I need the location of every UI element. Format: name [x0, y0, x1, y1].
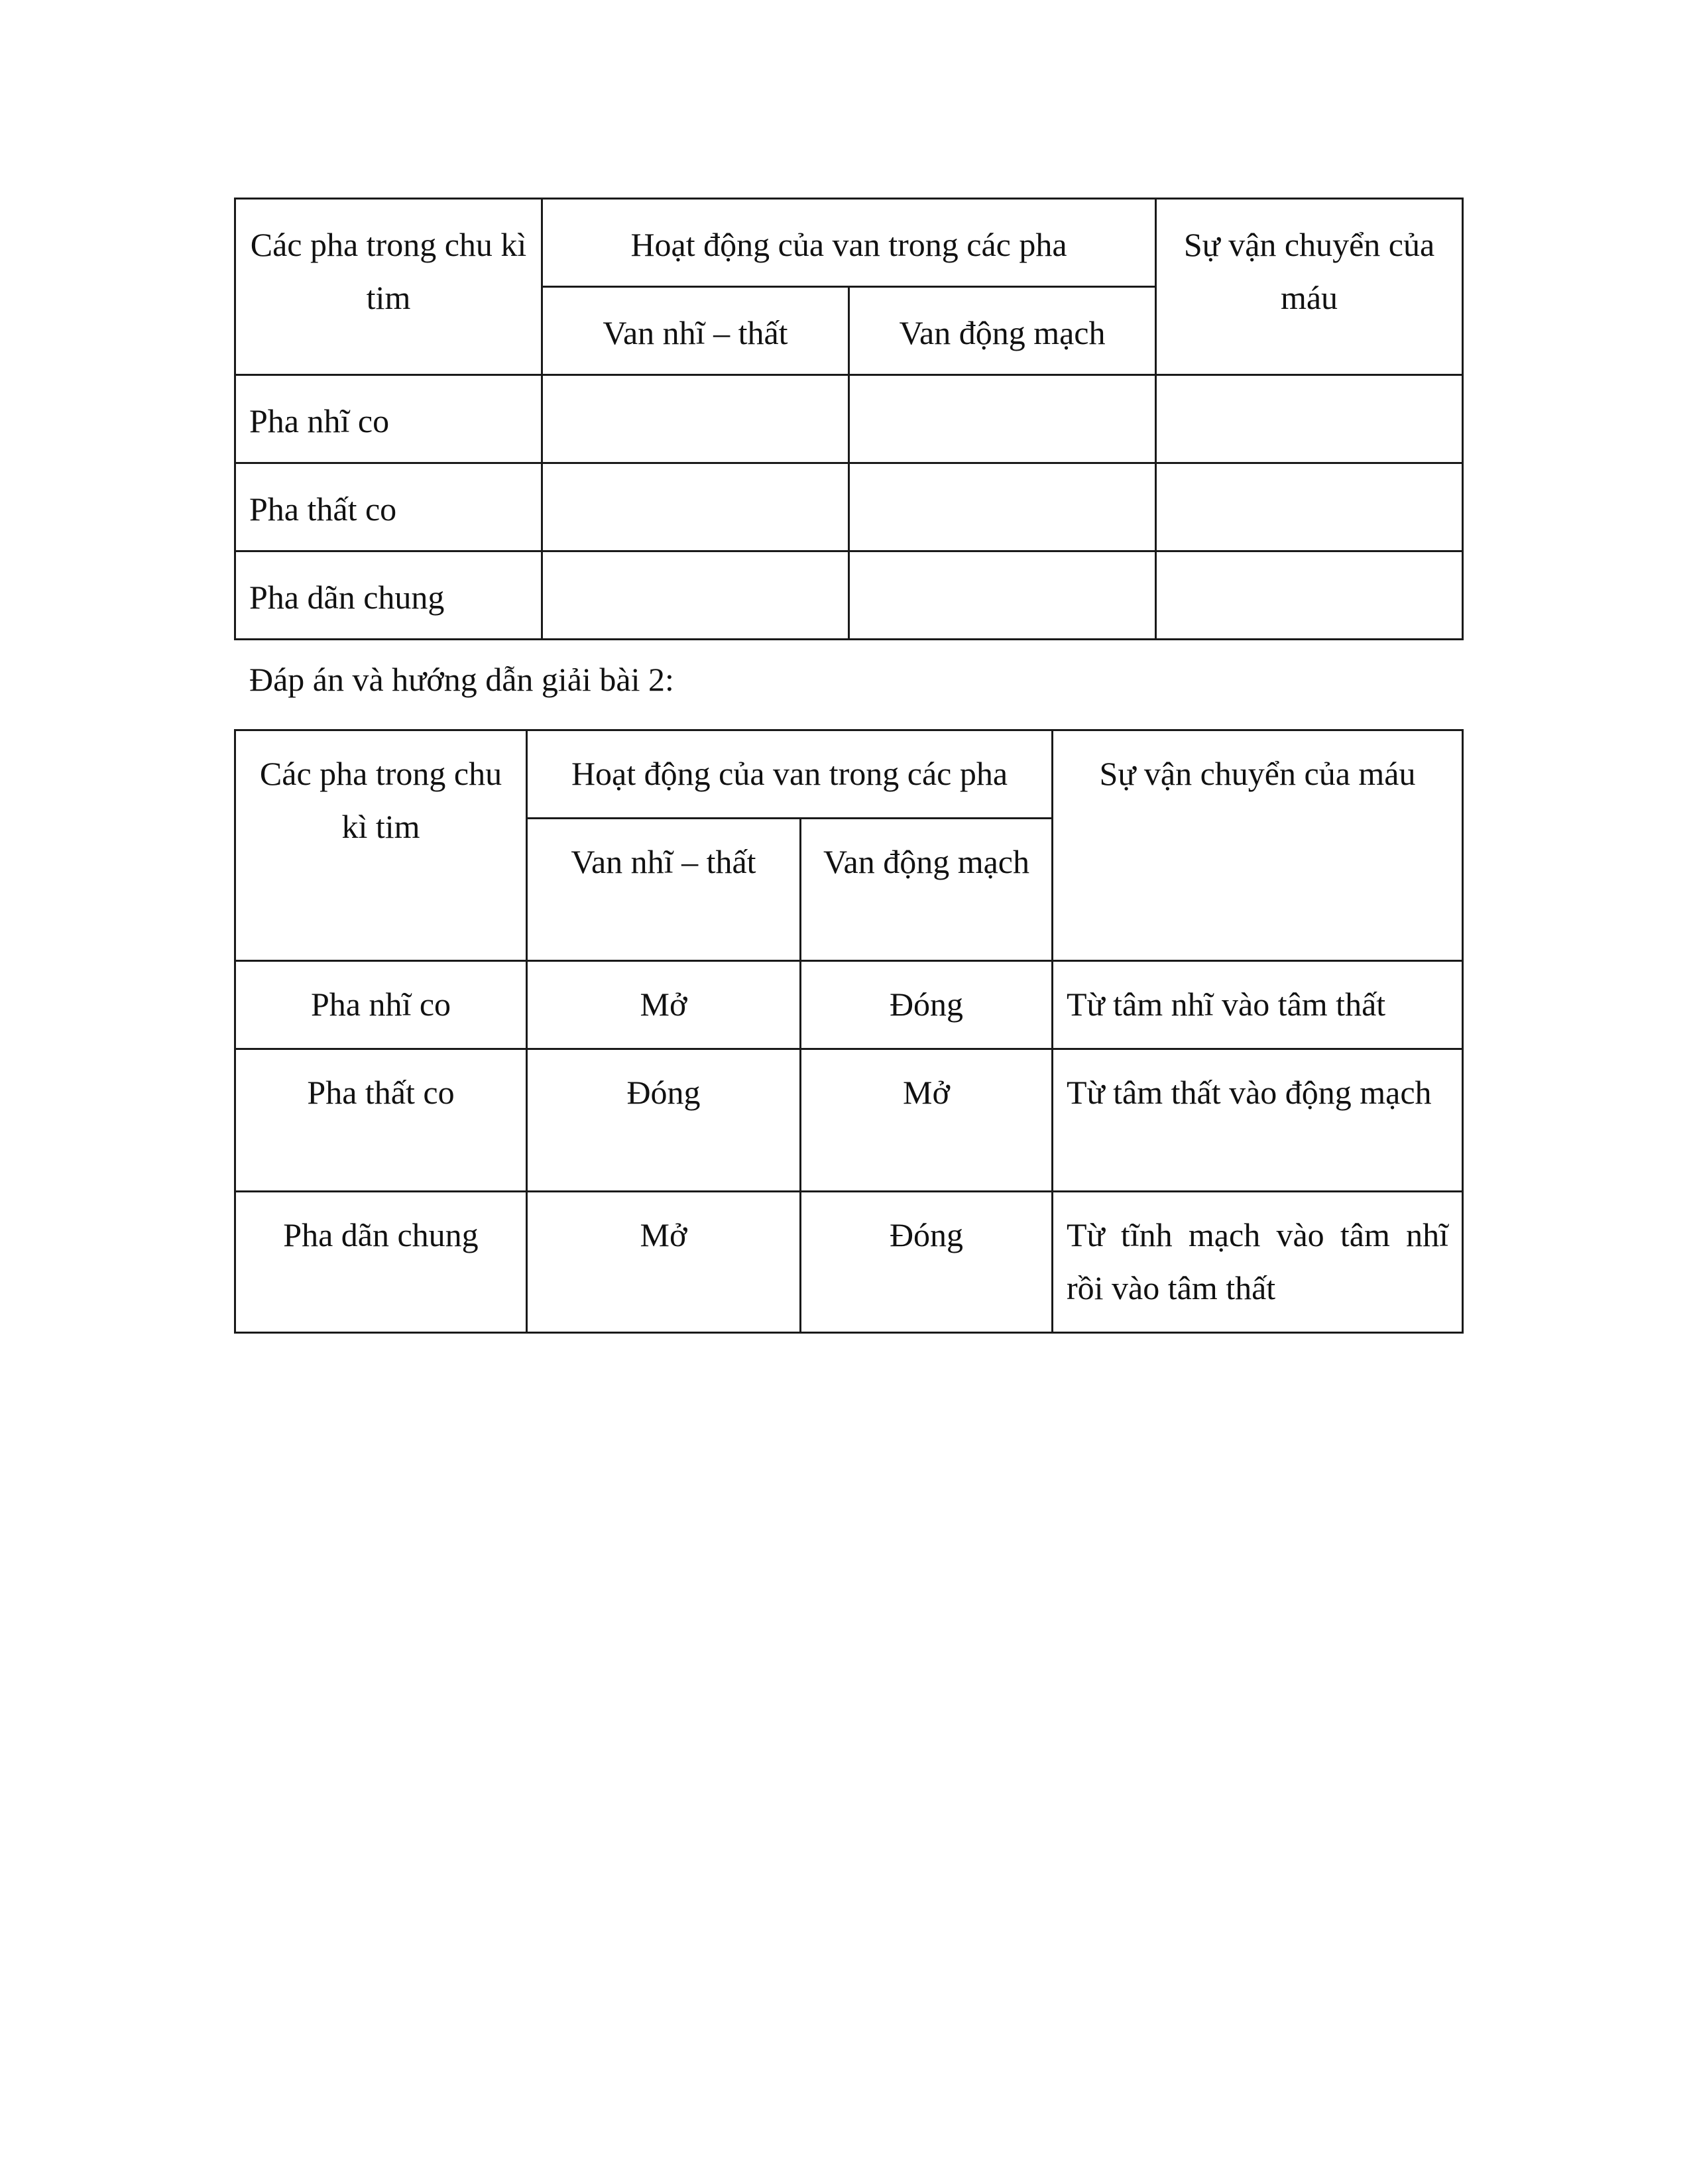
av-valve-cell: Mở: [527, 961, 801, 1049]
header-blood-flow: Sự vận chuyển của máu: [1156, 199, 1463, 375]
header-blood-flow: Sự vận chuyển của máu: [1053, 730, 1463, 961]
av-valve-cell: Mở: [527, 1192, 801, 1333]
phase-cell: Pha thất co: [235, 1049, 527, 1192]
header-valve-av: Van nhĩ – thất: [542, 287, 849, 375]
av-valve-cell: Đóng: [527, 1049, 801, 1192]
table-row: [235, 961, 1463, 1049]
empty-cell: [849, 551, 1156, 640]
table-row: [235, 1192, 1463, 1333]
blood-flow-cell: Từ tâm nhĩ vào tâm thất: [1053, 961, 1463, 1049]
phase-cell: Pha dãn chung: [235, 551, 542, 640]
answer-table: [234, 729, 1464, 1334]
empty-cell: [1156, 551, 1463, 640]
empty-cell: [1156, 375, 1463, 463]
header-phase: Các pha trong chu kì tim: [235, 199, 542, 375]
header-valve-activity: Hoạt động của van trong các pha: [542, 199, 1156, 287]
empty-cell: [849, 375, 1156, 463]
phase-cell: Pha thất co: [235, 463, 542, 551]
answer-heading: Đáp án và hướng dẫn giải bài 2:: [249, 661, 674, 698]
table-row: [235, 463, 1463, 551]
arterial-valve-cell: Đóng: [801, 961, 1053, 1049]
table-row: [235, 1049, 1463, 1192]
empty-cell: [542, 551, 849, 640]
header-phase: Các pha trong chu kì tim: [235, 730, 527, 961]
empty-cell: [849, 463, 1156, 551]
header-valve-arterial: Van động mạch: [801, 819, 1053, 961]
header-row: [235, 199, 1463, 287]
table-row: [235, 551, 1463, 640]
header-valve-av: Van nhĩ – thất: [527, 819, 801, 961]
header-row: [235, 730, 1463, 819]
phase-cell: Pha nhĩ co: [235, 375, 542, 463]
arterial-valve-cell: Mở: [801, 1049, 1053, 1192]
empty-cell: [542, 375, 849, 463]
blood-flow-cell: Từ tĩnh mạch vào tâm nhĩ rồi vào tâm thất: [1053, 1192, 1463, 1333]
empty-cell: [1156, 463, 1463, 551]
table-row: [235, 375, 1463, 463]
header-valve-activity: Hoạt động của van trong các pha: [527, 730, 1053, 819]
question-table: [234, 198, 1464, 640]
phase-cell: Pha nhĩ co: [235, 961, 527, 1049]
empty-cell: [542, 463, 849, 551]
arterial-valve-cell: Đóng: [801, 1192, 1053, 1333]
blood-flow-cell: Từ tâm thất vào động mạch: [1053, 1049, 1463, 1192]
phase-cell: Pha dãn chung: [235, 1192, 527, 1333]
header-valve-arterial: Van động mạch: [849, 287, 1156, 375]
